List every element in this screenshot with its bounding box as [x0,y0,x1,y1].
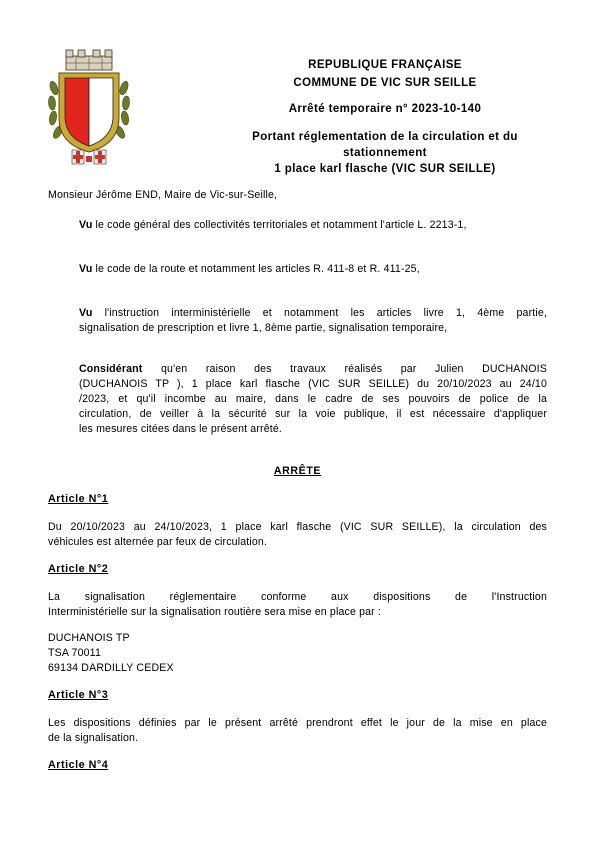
vu-paragraph-1 [79,218,549,233]
address-line-tsa: TSA 70011 [48,647,101,659]
considerant-line-2: (DUCHANOIS TP ), 1 place karl flasche (VIC SUR SEILLE) du 20/10/2023 au 24/10 [79,378,547,390]
considerant-text: qu'en raison des travaux réalisés par Julien DUCHANOIS [142,363,547,375]
header-commune: COMMUNE DE VIC SUR SEILLE [293,77,477,89]
objet-line-1: Portant réglementation de la circulation et du [252,131,518,143]
considerant-line-5: les mesures citées dans le présent arrêté. [79,423,282,435]
vu-paragraph-3-line-1 [79,306,547,321]
coat-of-arms-icon [46,48,132,168]
header-republique: REPUBLIQUE FRANÇAISE [308,59,462,71]
considerant-line-1 [79,362,547,377]
considerant-line-4: circulation, de veiller à la sécurité sur la voie publique, il est nécessaire d'appliquer [79,408,547,420]
vu-keyword: Vu [79,219,93,231]
article-3-line-1: Les dispositions définies par le présent arrêté prendront effet le jour de la mise en place [48,717,547,729]
article-1-line-2: véhicules est alternée par feux de circulation. [48,536,268,548]
vu-keyword: Vu [79,263,93,275]
objet-line-3: 1 place karl flasche (VIC SUR SEILLE) [274,163,496,175]
vu-text: le code général des collectivités territoriales et notamment l'article L. 2213-1, [92,219,467,231]
article-2-title: Article N°2 [48,563,109,575]
objet-line-2: stationnement [343,147,427,159]
arrete-title: ARRÊTE [273,465,322,477]
article-1-line-1: Du 20/10/2023 au 24/10/2023, 1 place karl flasche (VIC SUR SEILLE), la circulation des [48,521,547,533]
intro-mayor: Monsieur Jérôme END, Maire de Vic-sur-Seille, [48,189,278,201]
arrete-number: Arrêté temporaire n° 2023-10-140 [288,103,482,115]
vu-text: le code de la route et notamment les articles R. 411-8 et R. 411-25, [92,263,420,275]
address-line-company: DUCHANOIS TP [48,632,130,644]
article-3-line-2: de la signalisation. [48,732,139,744]
vu-text: l'instruction interministérielle et notamment les articles livre 1, 4ème partie, [92,307,547,319]
vu-paragraph-3-line-2: signalisation de prescription et livre 1, 8ème partie, signalisation temporaire, [79,322,448,334]
article-4-title: Article N°4 [48,759,109,771]
article-1-title: Article N°1 [48,493,109,505]
considerant-line-3: /2023, et qu'il incombe au maire, dans le cadre de ses pouvoirs de police de la [79,393,547,405]
article-2-line-2: Interministérielle sur la signalisation routière sera mise en place par : [48,606,382,618]
article-2-line-1: La signalisation réglementaire conforme aux dispositions de l'Instruction [48,591,547,603]
article-3-title: Article N°3 [48,689,109,701]
vu-keyword: Vu [79,307,93,319]
address-line-city: 69134 DARDILLY CEDEX [48,662,174,674]
considerant-keyword: Considérant [79,363,143,375]
vu-paragraph-2 [79,262,549,277]
